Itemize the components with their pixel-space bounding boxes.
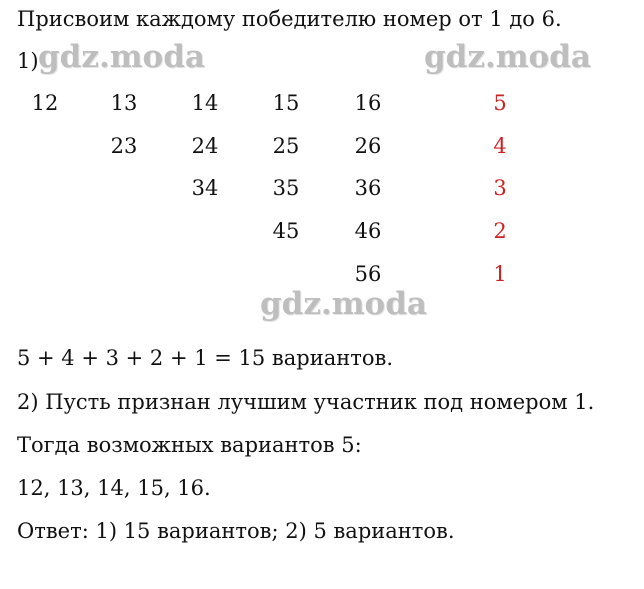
pair-cell: 46 [354, 219, 382, 243]
pair-cell: 25 [272, 134, 300, 158]
watermark-logo: gdz.moda [424, 39, 591, 75]
pair-cell: 26 [354, 134, 382, 158]
pair-cell: 24 [191, 134, 219, 158]
pair-cell: 15 [272, 91, 300, 115]
row-count: 4 [493, 134, 507, 158]
sum-line: 5 + 4 + 3 + 2 + 1 = 15 вариантов. [17, 346, 393, 370]
list-line: 12, 13, 14, 15, 16. [17, 476, 211, 500]
pair-cell: 16 [354, 91, 382, 115]
pair-cell: 34 [191, 176, 219, 200]
intro-text: Присвоим каждому победителю номер от 1 до 6. [17, 7, 562, 31]
pair-cell: 14 [191, 91, 219, 115]
pair-cell: 36 [354, 176, 382, 200]
row-count: 1 [493, 262, 507, 286]
pair-cell: 45 [272, 219, 300, 243]
answer-line: Ответ: 1) 15 вариантов; 2) 5 вариантов. [17, 519, 455, 543]
part2-line: 2) Пусть признан лучшим участник под номером 1. [17, 390, 595, 414]
row-count: 3 [493, 176, 507, 200]
then-line: Тогда возможных вариантов 5: [17, 433, 362, 457]
watermark-logo: gdz.moda [260, 286, 427, 322]
row-count: 5 [493, 91, 507, 115]
pair-cell: 23 [110, 134, 138, 158]
pair-cell: 35 [272, 176, 300, 200]
pair-cell: 13 [110, 91, 138, 115]
part1-label: 1) [17, 49, 39, 73]
pair-cell: 56 [354, 262, 382, 286]
pair-cell: 12 [31, 91, 59, 115]
watermark-logo: gdz.moda [38, 39, 205, 75]
row-count: 2 [493, 219, 507, 243]
